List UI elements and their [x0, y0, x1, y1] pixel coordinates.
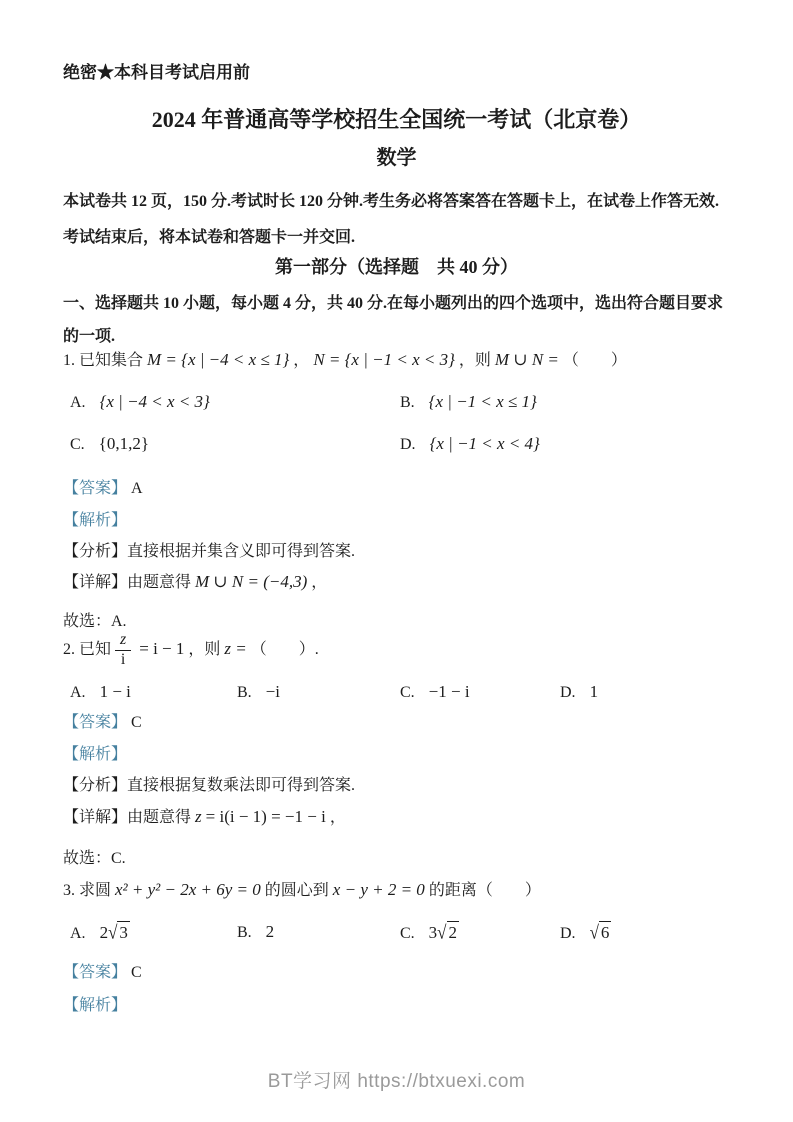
exam-info-line-1: 本试卷共 12 页，150 分.考试时长 120 分钟.考生务必将答案答在答题卡上，在试卷上作答无效.: [63, 193, 720, 210]
option-label: C.: [70, 436, 85, 453]
question-1-stem: [63, 349, 627, 372]
option-math: −i: [265, 682, 280, 701]
z-over-i-fraction: [115, 632, 131, 669]
answer-tag: 【答案】: [63, 480, 128, 497]
option-math: [429, 923, 459, 942]
question-2-option-d: [560, 681, 602, 704]
question-3-jiexi-line: [63, 995, 131, 1017]
radical-coefficient: 3: [428, 923, 438, 942]
option-math: −1 − i: [428, 682, 470, 701]
z-equals-expression: z =: [224, 638, 247, 658]
mid-text: 的圆心到: [264, 882, 329, 899]
question-2-jiexi-line: [63, 744, 131, 766]
question-3-option-d: [560, 921, 615, 945]
question-1-detail-line: [63, 571, 327, 594]
answer-blank-paren: （ ）: [562, 352, 627, 369]
square-root: [108, 923, 130, 942]
option-label: B.: [400, 394, 415, 411]
question-1-number-text: 1. 已知集合: [63, 352, 144, 369]
option-math: {x | −4 < x < 3}: [99, 392, 210, 411]
square-root: [590, 923, 612, 942]
exam-title: 2024 年普通高等学校招生全国统一考试（北京卷）: [151, 107, 642, 132]
detail-math-rest: = i(i − 1) = −1 − i: [205, 807, 326, 826]
question-2-option-a: [70, 681, 135, 704]
subject-title: 数学: [376, 147, 417, 169]
detail-prefix: 【详解】由题意得: [63, 574, 192, 591]
question-2-conclusion-line: 故选：C.: [63, 850, 126, 867]
option-label: C.: [400, 684, 415, 701]
detail-suffix: ，: [329, 809, 346, 826]
set-m-expression: M = {x | −4 < x ≤ 1}: [147, 350, 290, 369]
question-1-conclusion-line: 故选：A.: [63, 613, 127, 630]
option-math: 1: [589, 682, 599, 701]
square-root: [437, 923, 459, 942]
answer-tag: 【答案】: [63, 714, 128, 731]
question-3-number-text: 3. 求圆: [63, 882, 112, 899]
question-3-option-a: [70, 921, 134, 945]
then-text: ，则: [188, 640, 221, 658]
set-n-expression: N = {x | −1 < x < 3}: [313, 350, 455, 369]
radicand: 2: [447, 921, 460, 945]
distance-text: 的距离（ ）: [428, 882, 541, 899]
section-title: 第一部分（选择题 共 40 分）: [275, 257, 518, 277]
answer-value: C: [131, 964, 142, 981]
option-math: 2: [265, 922, 275, 941]
classification-banner: 绝密★本科目考试启用前: [63, 63, 250, 82]
question-3-stem: [63, 879, 541, 902]
jiexi-tag: 【解析】: [63, 512, 128, 529]
exam-info-line-2: 考试结束后，将本试卷和答题卡一并交回.: [63, 229, 356, 246]
detail-prefix: 【详解】由题意得: [63, 809, 192, 826]
option-label: B.: [237, 684, 252, 701]
question-1-option-b: [400, 391, 541, 414]
option-math: {0,1,2}: [98, 434, 149, 453]
union-expression: M ∪ N =: [494, 350, 559, 369]
section-rule: 一、选择题共 10 小题，每小题 4 分，共 40 分.在每小题列出的四个选项中，选出符合题目要求的一项.: [63, 295, 724, 345]
option-label: A.: [70, 684, 86, 701]
radical-sign-icon: √: [437, 921, 447, 944]
option-label: D.: [400, 436, 416, 453]
question-1-answer-line: [63, 478, 143, 500]
radicand: 3: [117, 921, 130, 945]
radical-coefficient: 2: [99, 923, 109, 942]
option-label: A.: [70, 394, 86, 411]
question-3-answer-line: [63, 962, 142, 984]
footer-watermark: BT学习网 https://btxuexi.com: [267, 1071, 526, 1092]
question-2-analysis-line: 【分析】直接根据复数乘法即可得到答案.: [63, 777, 356, 794]
comma: ，: [293, 352, 310, 369]
answer-blank-paren: （ ）.: [250, 640, 319, 658]
question-2-answer-line: [63, 712, 142, 734]
line-equation: x − y + 2 = 0: [332, 880, 425, 899]
question-2-stem: [63, 632, 319, 669]
fraction-numerator: z: [115, 632, 131, 651]
equals-expression: = i − 1: [139, 638, 185, 658]
option-label: D.: [560, 925, 576, 942]
question-1-analysis-line: 【分析】直接根据并集含义即可得到答案.: [63, 543, 356, 560]
then-text: ，则: [458, 352, 491, 369]
question-2-option-b: [237, 681, 284, 704]
question-3-option-b: [237, 921, 278, 944]
radical-sign-icon: √: [589, 921, 599, 944]
option-math: {x | −1 < x < 4}: [429, 434, 540, 453]
radical-sign-icon: √: [108, 921, 118, 944]
question-3-option-c: [400, 921, 463, 945]
radicand: 6: [599, 921, 612, 945]
fraction-denominator: i: [120, 650, 126, 668]
question-2-detail-line: [63, 806, 346, 829]
detail-suffix: ，: [311, 574, 328, 591]
option-label: D.: [560, 684, 576, 701]
answer-value: C: [131, 714, 142, 731]
question-2-number-text: 2. 已知: [63, 640, 112, 658]
answer-tag: 【答案】: [63, 964, 128, 981]
option-math: [590, 923, 612, 942]
detail-math-z: z: [195, 807, 202, 826]
question-1-option-a: [70, 391, 214, 414]
question-1-jiexi-line: [63, 510, 131, 532]
option-label: B.: [237, 924, 252, 941]
option-math: {x | −1 < x ≤ 1}: [428, 392, 537, 411]
question-1-option-c: [70, 433, 153, 456]
question-2-option-c: [400, 681, 474, 704]
circle-equation: x² + y² − 2x + 6y = 0: [115, 880, 261, 899]
detail-math: M ∪ N = (−4,3): [195, 572, 308, 591]
option-label: A.: [70, 925, 86, 942]
option-math: 1 − i: [99, 682, 131, 701]
answer-value: A: [131, 480, 143, 497]
jiexi-tag: 【解析】: [63, 997, 128, 1014]
option-math: [100, 923, 130, 942]
jiexi-tag: 【解析】: [63, 746, 128, 763]
question-1-option-d: [400, 433, 544, 456]
option-label: C.: [400, 925, 415, 942]
